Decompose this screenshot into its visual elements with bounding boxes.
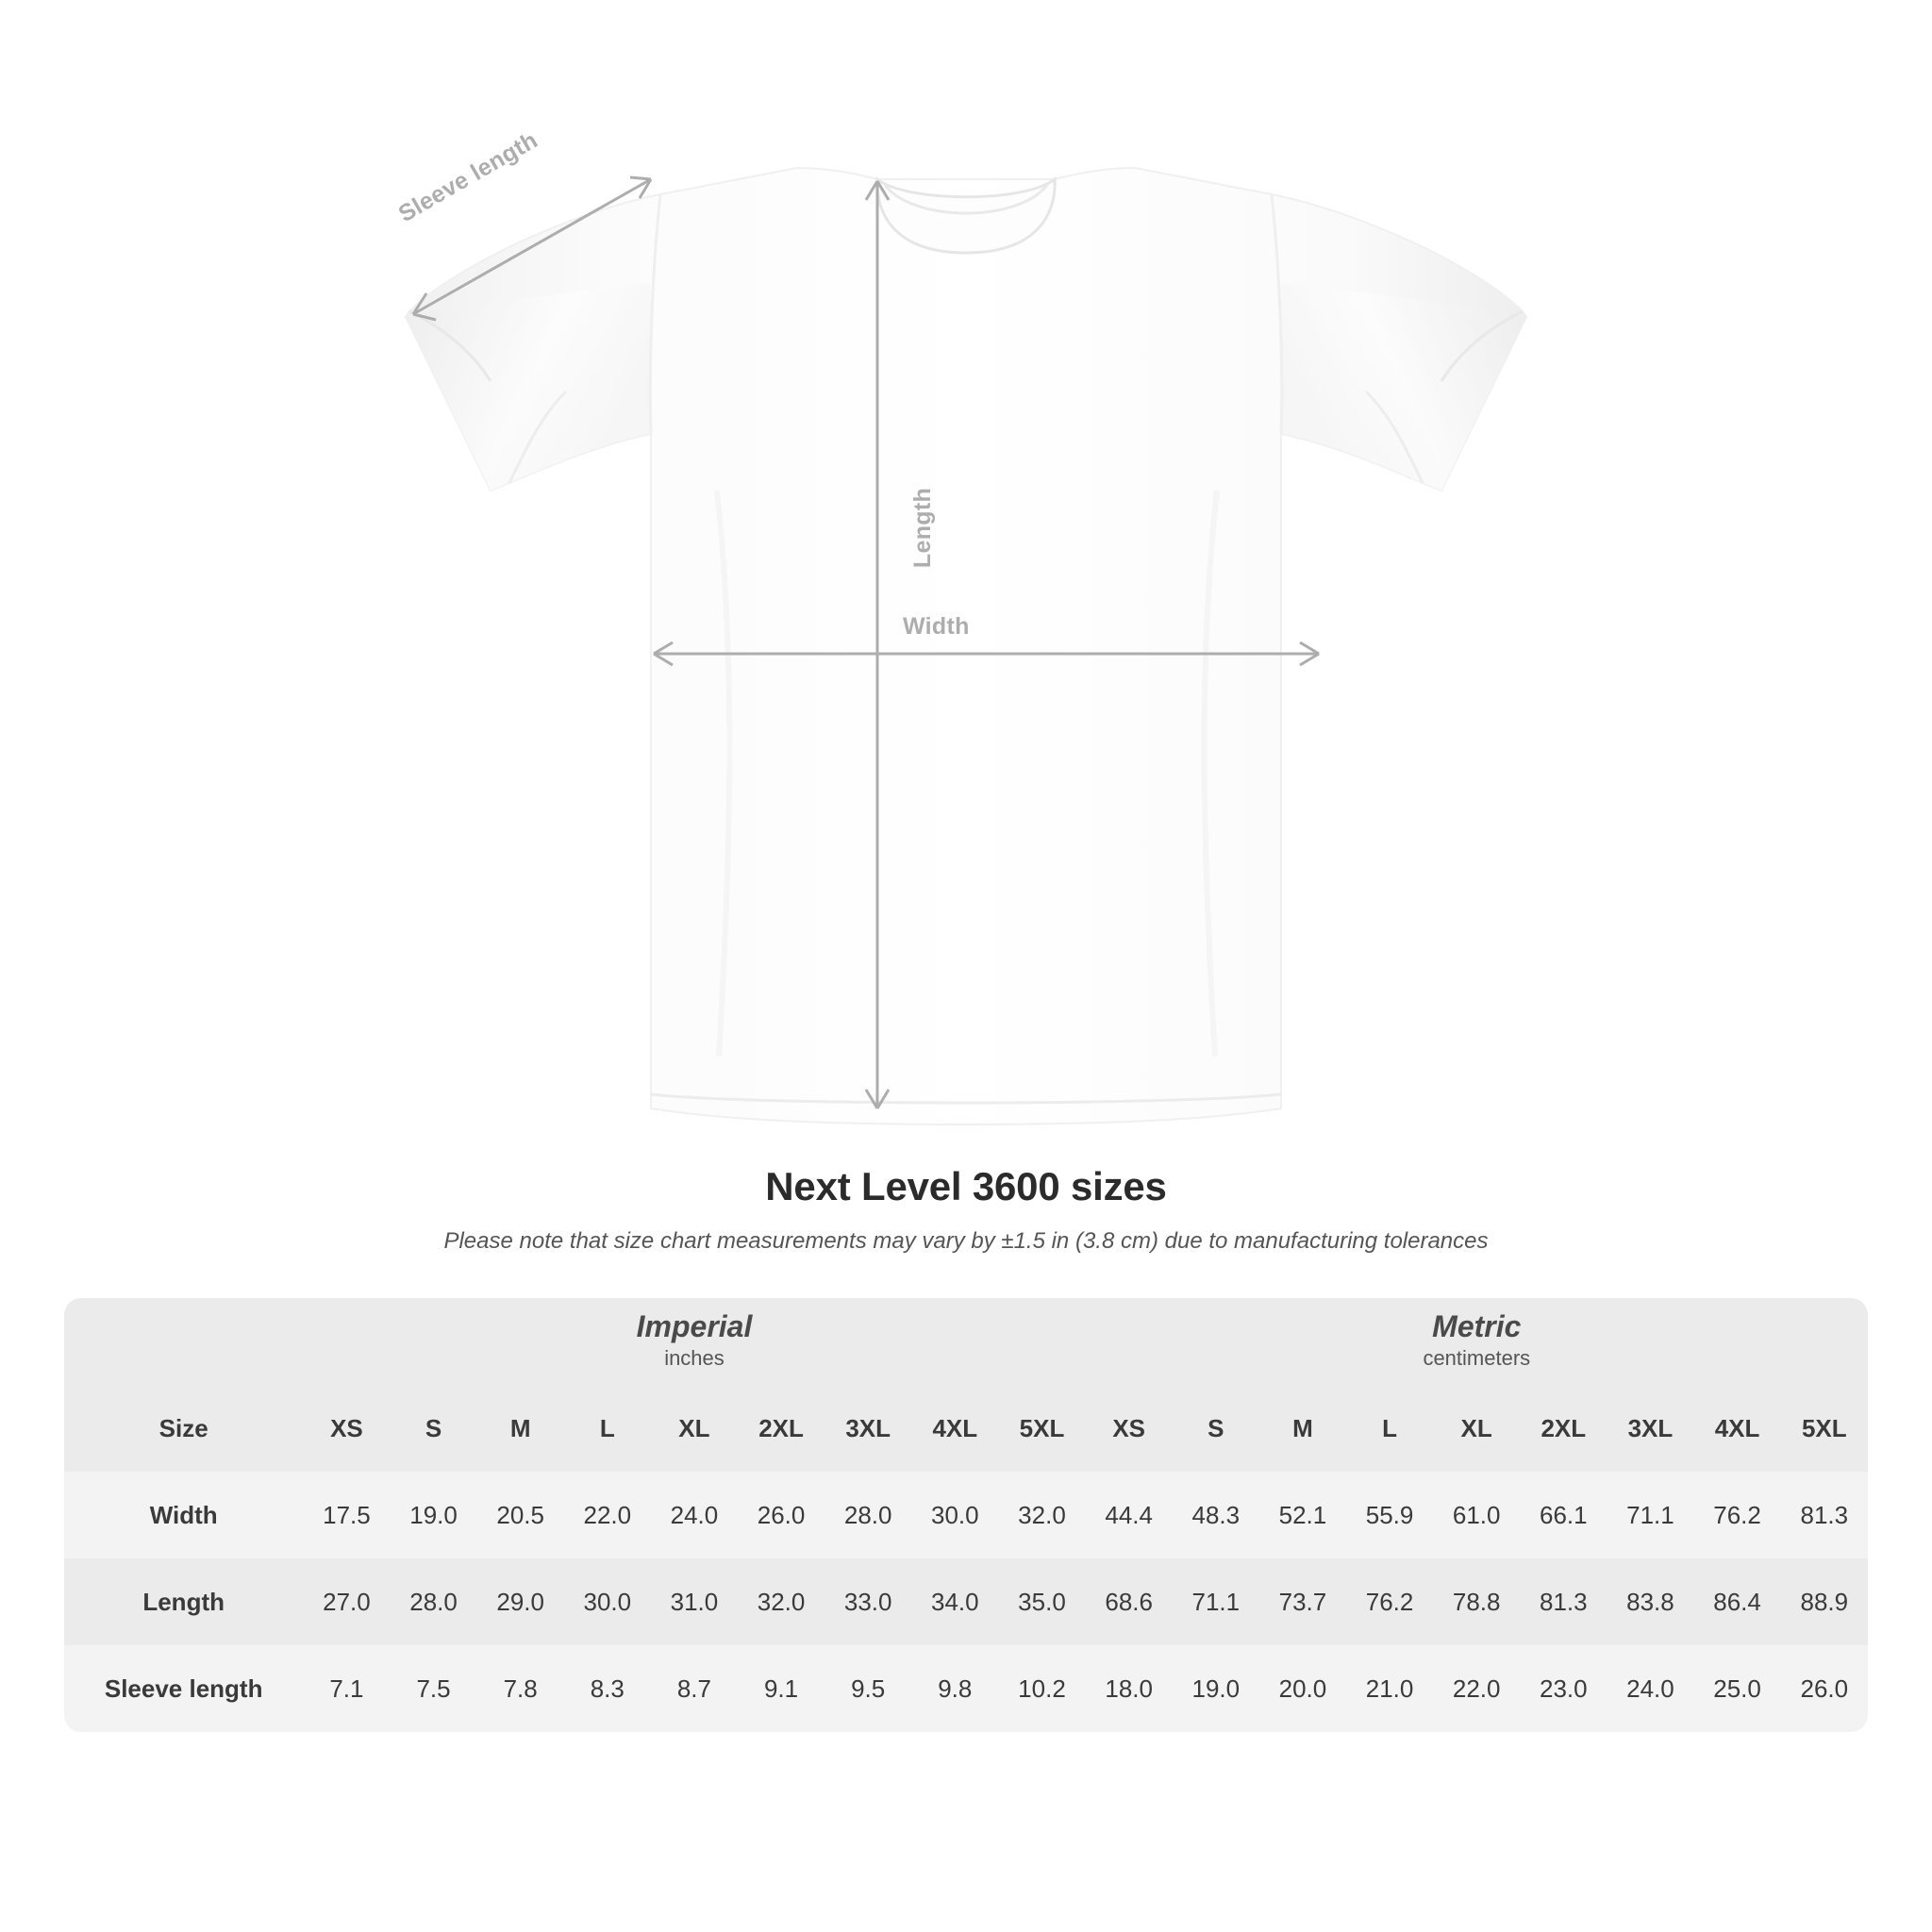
tshirt-shape [406,168,1526,1124]
width-label: Width [903,613,970,640]
table-cell: 20.5 [477,1472,564,1558]
table-cell: 23.0 [1520,1645,1607,1732]
table-cell: 78.8 [1433,1558,1520,1645]
page-title: Next Level 3600 sizes [765,1164,1167,1208]
table-cell: 19.0 [390,1472,476,1558]
table-cell: 73.7 [1259,1558,1346,1645]
table-cell: 71.1 [1173,1558,1259,1645]
table-cell: 33.0 [824,1558,911,1645]
table-cell: 55.9 [1346,1472,1433,1558]
table-cell: 32.0 [738,1558,824,1645]
table-cell: 17.5 [303,1472,390,1558]
table-row [64,1472,1868,1558]
column-header-size-value: 3XL [824,1385,911,1472]
table-cell: 31.0 [651,1558,738,1645]
table-cell: 9.1 [738,1645,824,1732]
table-cell: 26.0 [1781,1645,1868,1732]
table-cell: 7.8 [477,1645,564,1732]
length-label: Length [909,487,937,569]
table-cell: 83.8 [1607,1558,1693,1645]
table-cell: 35.0 [998,1558,1085,1645]
table-cell: 32.0 [998,1472,1085,1558]
table-cell: 9.8 [911,1645,998,1732]
table-cell: 81.3 [1781,1472,1868,1558]
unit-system-unit: centimeters [1423,1346,1531,1370]
table-cell: 27.0 [303,1558,390,1645]
unit-system-name: Imperial [636,1309,753,1344]
column-header-size-value: 3XL [1607,1385,1693,1472]
unit-system-corner [64,1298,303,1385]
table-cell: 26.0 [738,1472,824,1558]
unit-system-row [64,1298,1868,1385]
column-header-size-value: L [1346,1385,1433,1472]
table-cell: 66.1 [1520,1472,1607,1558]
table-cell: 22.0 [1433,1645,1520,1732]
table-cell: 61.0 [1433,1472,1520,1558]
table-cell: 86.4 [1693,1558,1780,1645]
sleeve-length-label: Sleeve length [393,126,542,228]
column-header-size-value: 2XL [738,1385,824,1472]
row-header-length: Length [64,1558,303,1645]
table-cell: 19.0 [1173,1645,1259,1732]
column-header-size-value: 4XL [1693,1385,1780,1472]
table-cell: 24.0 [1607,1645,1693,1732]
table-cell: 9.5 [824,1645,911,1732]
table-cell: 25.0 [1693,1645,1780,1732]
table-cell: 28.0 [390,1558,476,1645]
table-cell: 30.0 [564,1558,651,1645]
tolerance-note: Please note that size chart measurements may vary by ±1.5 in (3.8 cm) due to manufacturing tolerances [443,1228,1489,1254]
unit-system-unit: inches [664,1346,724,1370]
column-header-size-value: S [1173,1385,1259,1472]
table-cell: 18.0 [1086,1645,1173,1732]
column-header-size-value: 5XL [998,1385,1085,1472]
column-header-size-value: M [1259,1385,1346,1472]
column-header-size-value: XS [303,1385,390,1472]
table-cell: 44.4 [1086,1472,1173,1558]
table-cell: 24.0 [651,1472,738,1558]
table-cell: 71.1 [1607,1472,1693,1558]
table-cell: 22.0 [564,1472,651,1558]
table-cell: 8.3 [564,1645,651,1732]
table-cell: 29.0 [477,1558,564,1645]
column-header-size: Size [64,1385,303,1472]
row-header-width: Width [64,1472,303,1558]
table-cell: 21.0 [1346,1645,1433,1732]
column-header-size-value: 2XL [1520,1385,1607,1472]
column-header-size-value: XL [1433,1385,1520,1472]
size-table [64,1298,1868,1732]
table-cell: 76.2 [1693,1472,1780,1558]
table-cell: 8.7 [651,1645,738,1732]
column-header-size-value: S [390,1385,476,1472]
table-row [64,1645,1868,1732]
table-cell: 7.5 [390,1645,476,1732]
table-header-row [64,1385,1868,1472]
column-header-size-value: XL [651,1385,738,1472]
table-cell: 30.0 [911,1472,998,1558]
row-header-sleeve-length: Sleeve length [64,1645,303,1732]
table-cell: 48.3 [1173,1472,1259,1558]
table-cell: 52.1 [1259,1472,1346,1558]
table-cell: 88.9 [1781,1558,1868,1645]
title-block [0,1164,1932,1255]
column-header-size-value: M [477,1385,564,1472]
unit-system-header [1086,1298,1868,1385]
size-table-wrapper [64,1298,1868,1732]
column-header-size-value: L [564,1385,651,1472]
table-cell: 7.1 [303,1645,390,1732]
table-cell: 28.0 [824,1472,911,1558]
table-cell: 76.2 [1346,1558,1433,1645]
unit-system-name: Metric [1432,1309,1522,1344]
table-cell: 34.0 [911,1558,998,1645]
column-header-size-value: 5XL [1781,1385,1868,1472]
table-cell: 20.0 [1259,1645,1346,1732]
column-header-size-value: 4XL [911,1385,998,1472]
column-header-size-value: XS [1086,1385,1173,1472]
table-cell: 81.3 [1520,1558,1607,1645]
table-row [64,1558,1868,1645]
table-cell: 68.6 [1086,1558,1173,1645]
unit-system-header [303,1298,1085,1385]
table-cell: 10.2 [998,1645,1085,1732]
